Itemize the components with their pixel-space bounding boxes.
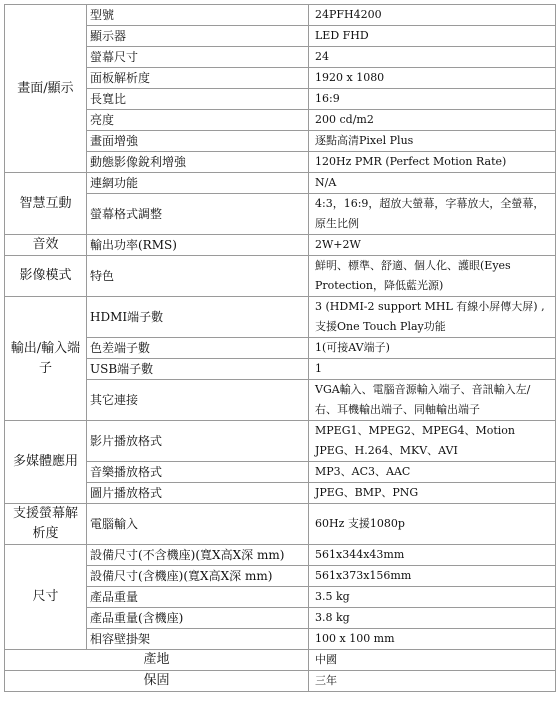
- spec-value: 561x344x43mm: [309, 545, 556, 566]
- spec-row: [5, 629, 556, 650]
- spec-value: 1(可接AV端子): [309, 338, 556, 359]
- spec-label: 色差端子數: [87, 338, 309, 359]
- spec-value: 4:3，16:9，超放大螢幕，字幕放大，全螢幕，原生比例: [309, 194, 556, 235]
- spec-label: 型號: [87, 5, 309, 26]
- spec-value: 100 x 100 mm: [309, 629, 556, 650]
- spec-label: 產品重量: [87, 587, 309, 608]
- spec-value: LED FHD: [309, 26, 556, 47]
- spec-label: HDMI端子數: [87, 297, 309, 338]
- spec-label: 影片播放格式: [87, 421, 309, 462]
- spec-label: 圖片播放格式: [87, 483, 309, 504]
- spec-value: 逐點高清Pixel Plus: [309, 131, 556, 152]
- category-cell: 支援螢幕解析度: [5, 504, 87, 545]
- spec-label: 動態影像銳利增強: [87, 152, 309, 173]
- spec-row: [5, 380, 556, 421]
- spec-value: 16:9: [309, 89, 556, 110]
- category-cell: 尺寸: [5, 545, 87, 650]
- spec-value: JPEG、BMP、PNG: [309, 483, 556, 504]
- spec-value: VGA輸入、電腦音源輸入端子、音訊輸入左/右、耳機輸出端子、同軸輸出端子: [309, 380, 556, 421]
- spec-label: 其它連接: [87, 380, 309, 421]
- spec-value: 鮮明、標準、舒適、個人化、護眼(Eyes Protection，降低藍光源): [309, 256, 556, 297]
- spec-row: [5, 650, 556, 671]
- spec-row: [5, 566, 556, 587]
- spec-label: 畫面增強: [87, 131, 309, 152]
- spec-value: 2W+2W: [309, 235, 556, 256]
- spec-row: [5, 173, 556, 194]
- spec-label: 音樂播放格式: [87, 462, 309, 483]
- category-cell: 畫面/顯示: [5, 5, 87, 173]
- category-cell: 音效: [5, 235, 87, 256]
- spec-row: [5, 462, 556, 483]
- spec-row: [5, 89, 556, 110]
- spec-value: 200 cd/m2: [309, 110, 556, 131]
- spec-value: 24: [309, 47, 556, 68]
- spec-label: 特色: [87, 256, 309, 297]
- category-cell: 影像模式: [5, 256, 87, 297]
- spec-value: 120Hz PMR (Perfect Motion Rate): [309, 152, 556, 173]
- spec-label: 螢幕格式調整: [87, 194, 309, 235]
- spec-row: [5, 338, 556, 359]
- category-cell: 產地: [5, 650, 309, 671]
- spec-row: [5, 421, 556, 462]
- spec-row: [5, 68, 556, 89]
- spec-table-body: [5, 5, 556, 692]
- category-cell: 保固: [5, 671, 309, 692]
- spec-value: 1: [309, 359, 556, 380]
- spec-value: 3.8 kg: [309, 608, 556, 629]
- category-cell: 輸出/輸入端子: [5, 297, 87, 421]
- spec-row: [5, 152, 556, 173]
- spec-row: [5, 235, 556, 256]
- spec-row: [5, 587, 556, 608]
- spec-row: [5, 256, 556, 297]
- spec-label: 連網功能: [87, 173, 309, 194]
- spec-row: [5, 483, 556, 504]
- spec-value: MPEG1、MPEG2、MPEG4、Motion JPEG、H.264、MKV、AVI: [309, 421, 556, 462]
- spec-value: 561x373x156mm: [309, 566, 556, 587]
- spec-value: 3 (HDMI-2 support MHL 有線小屏傳大屏) , 支援One Touch Play功能: [309, 297, 556, 338]
- spec-value: N/A: [309, 173, 556, 194]
- spec-row: [5, 194, 556, 235]
- spec-row: [5, 504, 556, 545]
- category-cell: 多媒體應用: [5, 421, 87, 504]
- spec-label: 設備尺寸(不含機座)(寬X高X深 mm): [87, 545, 309, 566]
- spec-label: 設備尺寸(含機座)(寬X高X深 mm): [87, 566, 309, 587]
- spec-label: 產品重量(含機座): [87, 608, 309, 629]
- spec-value: MP3、AC3、AAC: [309, 462, 556, 483]
- spec-label: 顯示器: [87, 26, 309, 47]
- spec-row: [5, 131, 556, 152]
- spec-row: [5, 5, 556, 26]
- spec-label: 面板解析度: [87, 68, 309, 89]
- spec-label: 電腦輸入: [87, 504, 309, 545]
- spec-row: [5, 47, 556, 68]
- spec-label: 輸出功率(RMS): [87, 235, 309, 256]
- spec-table: [4, 4, 556, 692]
- spec-label: 螢幕尺寸: [87, 47, 309, 68]
- spec-row: [5, 545, 556, 566]
- spec-row: [5, 608, 556, 629]
- spec-value: 24PFH4200: [309, 5, 556, 26]
- spec-label: 亮度: [87, 110, 309, 131]
- spec-value: 3.5 kg: [309, 587, 556, 608]
- spec-label: 相容壁掛架: [87, 629, 309, 650]
- spec-label: USB端子數: [87, 359, 309, 380]
- spec-value: 60Hz 支援1080p: [309, 504, 556, 545]
- spec-row: [5, 297, 556, 338]
- category-cell: 智慧互動: [5, 173, 87, 235]
- spec-row: [5, 110, 556, 131]
- spec-value: 中國: [309, 650, 556, 671]
- spec-row: [5, 26, 556, 47]
- spec-value: 1920 x 1080: [309, 68, 556, 89]
- spec-value: 三年: [309, 671, 556, 692]
- spec-label: 長寬比: [87, 89, 309, 110]
- spec-row: [5, 671, 556, 692]
- spec-row: [5, 359, 556, 380]
